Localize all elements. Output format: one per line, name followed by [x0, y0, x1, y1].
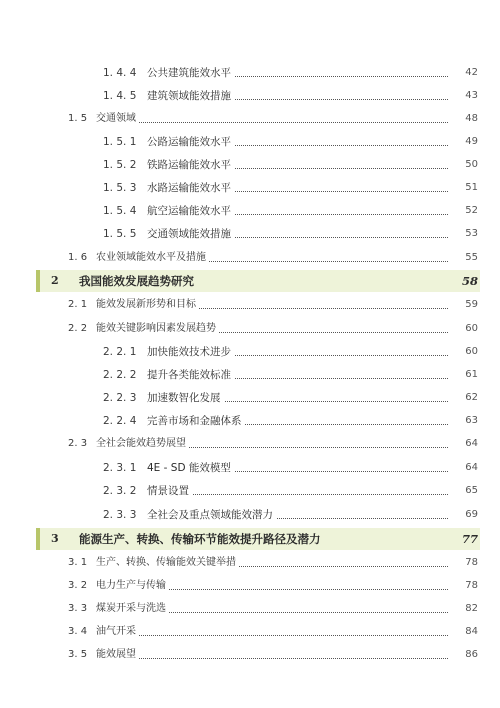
entry-number: 1. 5. 3 — [103, 182, 137, 194]
entry-page: 60 — [465, 346, 478, 357]
entry-title: 公共建筑能效水平 — [147, 63, 234, 83]
chapter-heading[interactable] — [0, 528, 500, 550]
entry-title: 生产、转换、传输能效关键举措 — [96, 553, 239, 573]
entry-number: 1. 5. 4 — [103, 205, 137, 217]
entry-title: 油气开采 — [96, 622, 139, 642]
entry-title: 交通领域 — [96, 109, 139, 129]
entry-title: 电力生产与传输 — [96, 576, 169, 596]
entry-page: 52 — [465, 205, 478, 216]
entry-title: 完善市场和金融体系 — [147, 411, 245, 431]
entry-page: 51 — [465, 182, 478, 193]
entry-page: 78 — [465, 557, 478, 568]
entry-page: 49 — [465, 136, 478, 147]
entry-number: 2. 3 — [68, 438, 88, 449]
entry-title: 能效发展新形势和目标 — [96, 295, 199, 315]
entry-page: 43 — [465, 90, 478, 101]
entry-title: 加快能效技术进步 — [147, 342, 234, 362]
chapter-title: 能源生产、转换、传输环节能效提升路径及潜力 — [79, 532, 321, 546]
toc-entry[interactable] — [0, 248, 500, 268]
dot-leader — [147, 494, 448, 495]
entry-number: 1. 5. 1 — [103, 136, 137, 148]
chapter-number: 3 — [51, 532, 59, 545]
entry-page: 42 — [465, 67, 478, 78]
entry-title: 全社会及重点领域能效潜力 — [147, 505, 276, 525]
entry-title: 公路运输能效水平 — [147, 132, 234, 152]
toc-entry[interactable] — [0, 201, 500, 221]
entry-title: 情景设置 — [147, 481, 192, 501]
entry-number: 1. 6 — [68, 252, 88, 263]
entry-page: 69 — [465, 509, 478, 520]
entry-number: 1. 5 — [68, 113, 88, 124]
toc-entry[interactable] — [0, 599, 500, 619]
dot-leader — [96, 658, 448, 659]
entry-number: 2. 3. 1 — [103, 462, 137, 474]
toc-entry[interactable] — [0, 505, 500, 525]
entry-number: 2. 1 — [68, 299, 88, 310]
chapter-number: 2 — [51, 274, 59, 287]
toc-entry[interactable] — [0, 178, 500, 198]
entry-number: 3. 5 — [68, 649, 88, 660]
entry-page: 65 — [465, 485, 478, 496]
dot-leader — [96, 635, 448, 636]
toc-entry[interactable] — [0, 342, 500, 362]
toc-entry[interactable] — [0, 576, 500, 596]
toc-entry[interactable] — [0, 622, 500, 642]
entry-page: 64 — [465, 462, 478, 473]
entry-number: 2. 2. 4 — [103, 415, 137, 427]
chapter-page: 77 — [461, 532, 478, 546]
entry-number: 3. 1 — [68, 557, 88, 568]
entry-number: 1. 4. 4 — [103, 67, 137, 79]
toc-entry[interactable] — [0, 645, 500, 665]
toc-entry[interactable] — [0, 63, 500, 83]
entry-page: 84 — [465, 626, 478, 637]
entry-page: 48 — [465, 113, 478, 124]
toc-entry[interactable] — [0, 132, 500, 152]
toc-entry[interactable] — [0, 224, 500, 244]
entry-title: 建筑领域能效措施 — [147, 86, 234, 106]
entry-title: 煤炭开采与洗选 — [96, 599, 169, 619]
entry-page: 86 — [465, 649, 478, 660]
entry-title: 能效展望 — [96, 645, 139, 665]
entry-title: 能效关键影响因素发展趋势 — [96, 319, 219, 339]
toc-entry[interactable] — [0, 481, 500, 501]
entry-number: 1. 4. 5 — [103, 90, 137, 102]
entry-page: 55 — [465, 252, 478, 263]
entry-page: 78 — [465, 580, 478, 591]
entry-title: 农业领域能效水平及措施 — [96, 248, 209, 268]
toc-entry[interactable] — [0, 86, 500, 106]
entry-number: 3. 3 — [68, 603, 88, 614]
toc-entry[interactable] — [0, 319, 500, 339]
toc-entry[interactable] — [0, 458, 500, 478]
entry-number: 2. 3. 3 — [103, 509, 137, 521]
entry-number: 2. 2 — [68, 323, 88, 334]
toc-entry[interactable] — [0, 553, 500, 573]
entry-page: 82 — [465, 603, 478, 614]
toc-entry[interactable] — [0, 388, 500, 408]
entry-number: 3. 4 — [68, 626, 88, 637]
entry-title: 航空运输能效水平 — [147, 201, 234, 221]
toc-entry[interactable] — [0, 411, 500, 431]
entry-number: 1. 5. 2 — [103, 159, 137, 171]
entry-number: 2. 2. 2 — [103, 369, 137, 381]
entry-title: 加速数智化发展 — [147, 388, 224, 408]
entry-title: 铁路运输能效水平 — [147, 155, 234, 175]
entry-page: 53 — [465, 228, 478, 239]
toc-entry[interactable] — [0, 434, 500, 454]
entry-page: 50 — [465, 159, 478, 170]
entry-title: 水路运输能效水平 — [147, 178, 234, 198]
toc-entry[interactable] — [0, 295, 500, 315]
entry-title: 提升各类能效标准 — [147, 365, 234, 385]
toc-entry[interactable] — [0, 155, 500, 175]
entry-page: 61 — [465, 369, 478, 380]
entry-title: 交通领域能效措施 — [147, 224, 234, 244]
entry-title: 全社会能效趋势展望 — [96, 434, 189, 454]
toc-entry[interactable] — [0, 109, 500, 129]
entry-page: 63 — [465, 415, 478, 426]
entry-title: 4E - SD 能效模型 — [147, 458, 234, 478]
chapter-page: 58 — [461, 274, 478, 288]
entry-number: 1. 5. 5 — [103, 228, 137, 240]
entry-page: 60 — [465, 323, 478, 334]
entry-number: 2. 2. 1 — [103, 346, 137, 358]
dot-leader — [96, 122, 448, 123]
entry-number: 3. 2 — [68, 580, 88, 591]
entry-number: 2. 3. 2 — [103, 485, 137, 497]
entry-page: 59 — [465, 299, 478, 310]
chapter-heading[interactable] — [0, 270, 500, 292]
toc-entry[interactable] — [0, 365, 500, 385]
chapter-title: 我国能效发展趋势研究 — [79, 274, 194, 288]
entry-page: 64 — [465, 438, 478, 449]
entry-number: 2. 2. 3 — [103, 392, 137, 404]
entry-page: 62 — [465, 392, 478, 403]
